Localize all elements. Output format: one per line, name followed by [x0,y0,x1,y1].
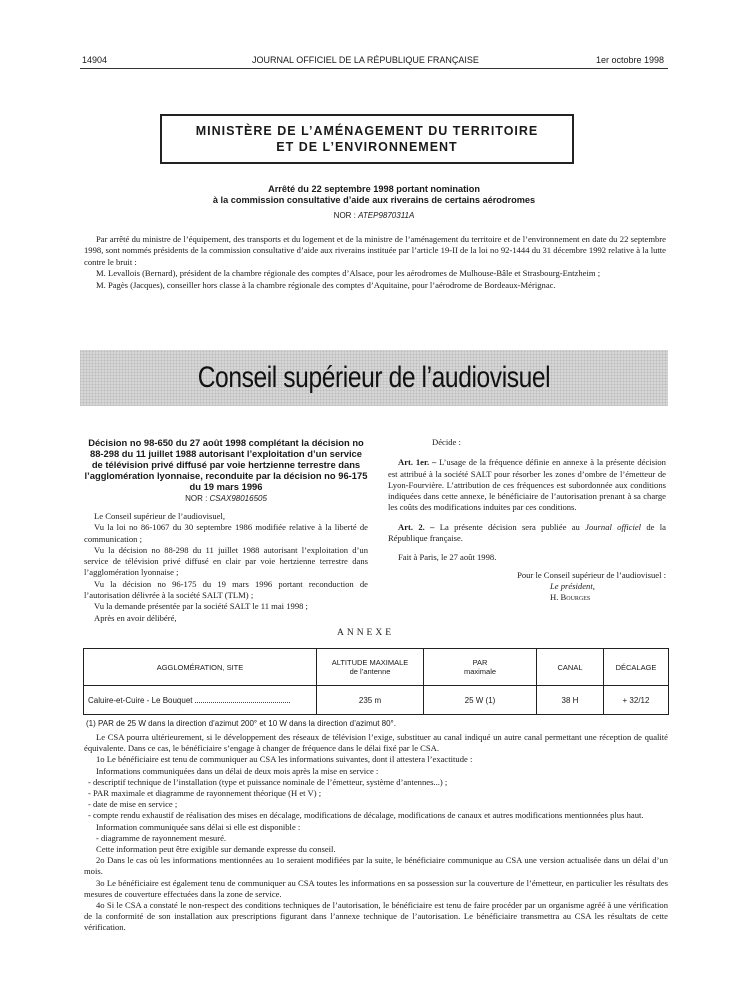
article-2-text: La présente décision sera publiée au [439,521,580,532]
annex-header-row [84,649,669,686]
cell-site [84,686,317,715]
decide-label: Décide : [432,437,461,447]
article-2-text-end: de la République française. [388,521,666,544]
nor-label: NOR : [185,494,208,503]
annex-table [83,648,669,715]
nor-value: CSAX98016505 [209,494,267,503]
annex-paragraph: Information communiquée sans délai si elle est disponible : [96,821,301,832]
annex-paragraph: Informations communiquées dans un délai de deux mois après la mise en service : [96,765,379,776]
annex-paragraph: 3o Le bénéficiaire est également tenu de communiquer au CSA toutes les informations en sa possession sur la couverture de l’émetteur, en particulier les résultats des mesures de couverture effectuées dans la zone de service. [84,877,668,899]
journal-title: JOURNAL OFFICIEL DE LA RÉPUBLIQUE FRANÇAISE [252,55,479,65]
article-1-text: L’usage de la fréquence définie en annexe à la présente décision est attribué à la société SALT pour résorber les zones d’ombre de l’émetteur de Lyon-Fourvière. L’attribution de ces fréquences est subordonnée aux conditions indiquées dans cette annexe, le bénéficiaire de l’autorisation prenant à sa charge les coûts des modifications induites par ces conditions. [388,457,666,513]
annex-title: ANNEXE [336,628,395,638]
arrete-paragraph: M. Pagès (Jacques), conseiller hors classe à la chambre régionale des comptes d’Aquitaine, pour l’aérodrome de Bordeaux-Mérignac. [96,279,556,290]
annex-paragraph: 2o Dans le cas où les informations mentionnées au 1o seraient modifiées par la suite, le bénéficiaire communique au CSA une version actualisée dans un délai d’un mois. [84,855,668,877]
annex-table-wrap [83,648,669,715]
decision-visa: Vu la décision no 88-298 du 11 juillet 1988 autorisant l’exploitation d’un service de télévision privé diffusé en clair par voie hertzienne terrestre dans l’agglomération lyonnaise ; [84,544,368,578]
decision-nor [84,494,368,503]
arrete-title [80,184,668,206]
cell-canal: 38 H [537,686,604,715]
article-2 [388,522,666,545]
cell-altitude: 235 m [317,686,424,715]
article-2-label: Art. 2. – [398,521,435,532]
arrete-title-line2: à la commission consultative d’aide aux riverains de certains aérodromes [212,195,536,205]
journal-officiel-ref: Journal officiel [585,521,642,532]
nor-label: NOR : [333,211,356,220]
arrete-paragraph: Par arrêté du ministre de l’équipement, des transports et du logement et de la ministre de l’aménagement du territoire et de l’environnement en date du 22 septembre 1998, sont nommés présidents de la commission consultative d’aide aux riverains instituée par l’article 19-II de la loi no 92-1444 du 31 décembre 1992 relative à la lutte contre le bruit : [84,234,666,267]
col-header-canal: CANAL [537,649,604,686]
annex-body [84,732,668,934]
csa-banner-title: Conseil supérieur de l’audiovisuel [197,361,551,394]
article-1-label: Art. 1er. – [398,457,437,468]
annex-paragraph: 1o Le bénéficiaire est tenu de communiquer au CSA les informations suivantes, dont il attestera l’exactitude : [96,754,473,765]
annex-paragraph: 4o Si le CSA a constaté le non-respect des conditions techniques de l’autorisation, le bénéficiaire est tenu de faire procéder par un organisme agréé à une vérification de la conformité de son installation aux prescriptions figurant dans l’annexe technique de l’autorisation. Le bénéficiaire transmettra au CSA les résultats de cette vérification. [84,900,668,933]
signoff: Pour le Conseil supérieur de l’audiovisuel : [517,569,666,580]
cell-par: 25 W (1) [424,686,537,715]
list-item: - compte rendu exhaustif de réalisation des mises en décalage, modifications de décalage, modifications de canaux et autres modifications mentionnées plus haut. [88,810,644,821]
annex-paragraph: Le CSA pourra ultérieurement, si le développement des réseaux de télévision l’exige, substituer au canal indiqué un autre canal permettant une réception de qualité équivalente. Dans ce cas, le bénéficiaire s’engage à changer de fréquence dans le délai fixé par le CSA. [84,732,668,754]
cell-decalage: + 32/12 [604,686,669,715]
site-name: Caluire-et-Cuire - Le Bouquet [88,695,193,705]
arrete-paragraph: M. Levallois (Bernard), président de la chambre régionale des comptes d’Alsace, pour les aérodromes de Mulhouse-Bâle et Strasbourg-Entzheim ; [96,268,601,279]
place-date: Fait à Paris, le 27 août 1998. [398,552,497,563]
arrete-nor [80,211,668,220]
annex-paragraph: Cette information peut être exigible sur demande expresse du conseil. [96,844,336,855]
arrete-title-line1: Arrêté du 22 septembre 1998 portant nomination [268,184,480,194]
signer-name: H. Bourges [550,592,591,603]
decision-right-column [388,437,666,604]
leader-dots [195,702,290,703]
decision-visa: Vu la décision no 96-175 du 19 mars 1996 portant reconduction de l’autorisation délivrée à la société SALT (TLM) ; [84,578,368,601]
list-item: - diagramme de rayonnement mesuré. [96,832,227,843]
article-1 [388,457,666,513]
list-item: - PAR maximale et diagramme de rayonnement théorique (H et V) ; [88,788,322,799]
col-header-site: AGGLOMÉRATION, SITE [84,649,317,686]
arrete-body [84,234,666,291]
col-header-par: PAR maximale [424,649,537,686]
table-row [84,686,669,715]
signer-role: Le président, [550,580,595,591]
decision-title: Décision no 98-650 du 27 août 1998 complétant la décision no 88-298 du 11 juillet 1988 autorisant l’exploitation d’un service de télévision privé diffusé par voie hertzienne terrestre dans l’agglomération lyonnaise, reconduite par la décision no 96-175 du 19 mars 1996 [84,437,368,492]
decision-visa: Après en avoir délibéré, [94,612,177,623]
decision-left-column [84,437,368,624]
col-header-decalage: DÉCALAGE [604,649,669,686]
decision-visa: Le Conseil supérieur de l’audiovisuel, [94,511,226,521]
col-header-altitude: ALTITUDE MAXIMALE de l’antenne [317,649,424,686]
header-rule [80,68,668,69]
decision-visa: Vu la demande présentée par la société SALT le 11 mai 1998 ; [94,601,308,612]
decision-visa: Vu la loi no 86-1067 du 30 septembre 1986 modifiée relative à la liberté de communication ; [84,522,368,544]
ministry-heading-box [160,114,574,164]
nor-value: ATEP9870311A [358,211,415,220]
csa-banner [80,350,668,406]
page-number: 14904 [82,55,108,65]
list-item: - descriptif technique de l’installation (type et puissance nominale de l’émetteur, système d’antennes...) ; [88,776,448,787]
ministry-heading: MINISTÈRE DE L’AMÉNAGEMENT DU TERRITOIRE ET DE L’ENVIRONNEMENT [195,124,539,154]
issue-date: 1er octobre 1998 [595,55,664,65]
list-item: - date de mise en service ; [88,799,178,810]
annex-footnote: (1) PAR de 25 W dans la direction d’azimut 200° et 10 W dans la direction d’azimut 80°. [86,719,396,728]
